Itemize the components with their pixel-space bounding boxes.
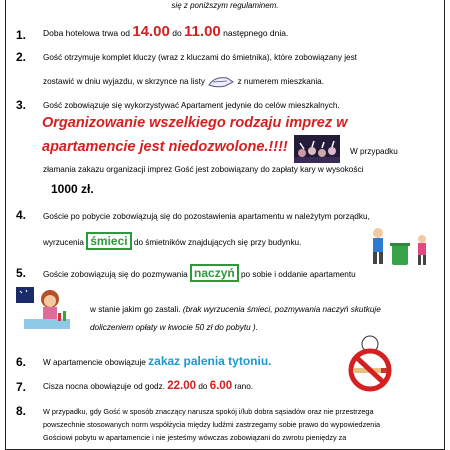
envelope-icon — [207, 75, 235, 89]
regulations-page — [5, 0, 445, 450]
rule-4-line-1: Goście po pobycie zobowiązują się do pozostawienia apartamentu w należytym porządku, — [43, 212, 370, 221]
rule-8-number: 8. — [16, 404, 27, 418]
rule-7-text: Cisza nocna obowiązuje od godz. 22.00 do 6.00 rano. — [43, 380, 254, 392]
fine-amount: 1000 zł. — [51, 182, 94, 196]
rule-1-text: Doba hotelowa trwa od 14.00 do 11.00 następnego dnia. — [43, 23, 289, 40]
rule-1-number: 1. — [16, 28, 27, 42]
party-ban-line-2: apartamencie jest niedozwolone.!!!! — [42, 139, 288, 155]
rule-5-line-1: Goście zobowiązują się do pozmywania naczyń po sobie i oddanie apartamentu — [43, 266, 356, 280]
rule-6-text: W apartamencie obowiązuje zakaz palenia tytoniu. — [43, 354, 272, 368]
dishwashing-girl-icon — [14, 285, 76, 337]
rule-3-line-3: złamania zakazu organizacji imprez Gość jest zobowiązany do zapłaty kary w wysokości — [43, 165, 364, 174]
rule-4-number: 4. — [16, 208, 27, 222]
rule-7-number: 7. — [16, 380, 27, 394]
rule-2-line-2: zostawić w dniu wyjazdu, w skrzynce na listy z numerem mieszkania. — [43, 75, 324, 89]
rule-5-line-2: w stanie jakim go zastali. (brak wyrzucenia śmieci, pozmywania naczyń skutkuje — [90, 305, 381, 314]
party-ban-line-1: Organizowanie wszelkiego rodzaju imprez w — [42, 115, 348, 131]
word-smieci: śmieci — [86, 232, 131, 250]
rule-2-line-1: Gość otrzymuje komplet kluczy (wraz z kluczami do śmietnika), które zobowiązany jest — [43, 53, 357, 62]
rule-3-number: 3. — [16, 98, 27, 112]
rule-6-number: 6. — [16, 355, 27, 369]
no-smoking-icon — [341, 330, 399, 392]
rule-3-in-case: W przypadku — [350, 147, 398, 156]
rule-5-line-3: doliczeniem opłaty w kwocie 50 zł do pobytu ). — [90, 323, 258, 332]
rule-8-text: W przypadku, gdy Gość w sposób znaczący narusza spokój i/lub dobra sąsiadów oraz nie przestrzega powszechnie stosowanych norm współżycia między ludźmi zastrzegamy sobie prawo do wypowiedzenia Gościowi pobytu w apartamencie i nie jesteśmy wówczas zobowiązani do zwrotu pieniędzy za — [43, 407, 381, 442]
word-naczyn: naczyń — [190, 264, 239, 282]
rule-2-number: 2. — [16, 50, 27, 64]
rule-5-number: 5. — [16, 266, 27, 280]
rule-3-line-1: Gość zobowiązuje się wykorzystywać Apartament jedynie do celów mieszkalnych. — [43, 101, 340, 110]
party-crowd-icon — [294, 135, 340, 163]
rule-4-line-2: wyrzucenia śmieci do śmietników znajdujących się przy budynku. — [43, 234, 302, 248]
header-line: się z poniższym regulaminem. — [171, 1, 279, 10]
recycling-family-icon — [364, 225, 436, 269]
